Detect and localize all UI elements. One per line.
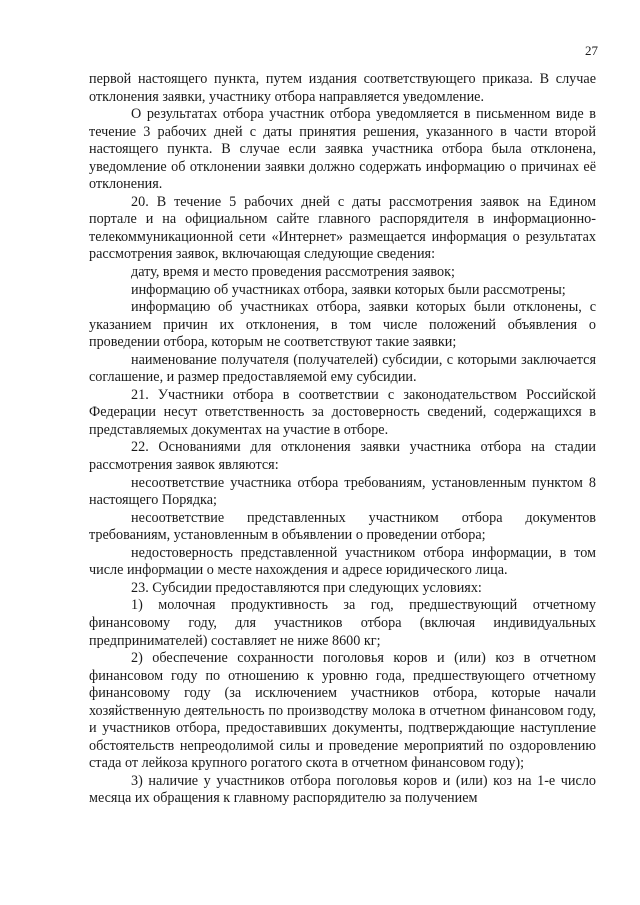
paragraph: информацию об участниках отбора, заявки которых были рассмотрены; xyxy=(131,281,566,298)
paragraph: 3) наличие у участников отбора поголовья коров и (или) коз на 1-е число месяца их обращения к главному распорядителю за получением xyxy=(89,772,596,807)
paragraph: наименование получателя (получателей) субсидии, с которыми заключается соглашение, и размер предоставляемой ему субсидии. xyxy=(89,351,596,386)
paragraph: 2) обеспечение сохранности поголовья коров и (или) коз в отчетном финансовом году по отношению к уровню года, предшествующего отчетному финансовому году (за исключением участников отбора, которые начали хозяйственную деятельность по производству молока в отчетном финансовом году, и участников отбора, предоставивших документы, подтверждающие наступление обстоятельств непреодолимой силы и проведение мероприятий по оздоровлению стада от лейкоза крупного рогатого скота в отчетном финансовом году); xyxy=(89,650,596,772)
paragraph: несоответствие представленных участником отбора документов требованиям, установленным в объявлении о проведении отбора; xyxy=(89,509,596,544)
paragraph: несоответствие участника отбора требованиям, установленным пунктом 8 настоящего Порядка; xyxy=(89,474,596,509)
page-number: 27 xyxy=(585,43,598,58)
paragraph: О результатах отбора участник отбора уведомляется в письменном виде в течение 3 рабочих дней с даты принятия решения, указанного в части второй настоящего пункта. В случае если заявка участника отбора была отклонена, уведомление об отклонении заявки должно содержать информацию о причинах её отклонения. xyxy=(89,106,596,193)
paragraph: 23. Субсидии предоставляются при следующих условиях: xyxy=(131,579,482,596)
paragraph: 1) молочная продуктивность за год, предшествующий отчетному финансовому году, для участников отбора (включая индивидуальных предпринимателей) составляет не ниже 8600 кг; xyxy=(89,597,596,649)
paragraph: информацию об участниках отбора, заявки которых были отклонены, с указанием причин их отклонения, в том числе положений объявления о проведении отбора, которым не соответствуют такие заявки; xyxy=(89,299,596,351)
document-body xyxy=(89,71,596,808)
paragraph: дату, время и место проведения рассмотрения заявок; xyxy=(131,264,455,281)
paragraph: 22. Основаниями для отклонения заявки участника отбора на стадии рассмотрения заявок являются: xyxy=(89,439,596,474)
paragraph: 20. В течение 5 рабочих дней с даты рассмотрения заявок на Едином портале и на официальном сайте главного распорядителя в информационно-телекоммуникационной сети «Интернет» размещается информация о результатах рассмотрения заявок, включающая следующие сведения: xyxy=(89,193,596,263)
paragraph: недостоверность представленной участником отбора информации, в том числе информации о месте нахождения и адресе юридического лица. xyxy=(89,544,596,579)
paragraph: 21. Участники отбора в соответствии с законодательством Российской Федерации несут ответственность за достоверность сведений, содержащихся в представляемых документах на участие в отборе. xyxy=(89,386,596,438)
paragraph: первой настоящего пункта, путем издания соответствующего приказа. В случае отклонения заявки, участнику отбора направляется уведомление. xyxy=(89,71,596,105)
